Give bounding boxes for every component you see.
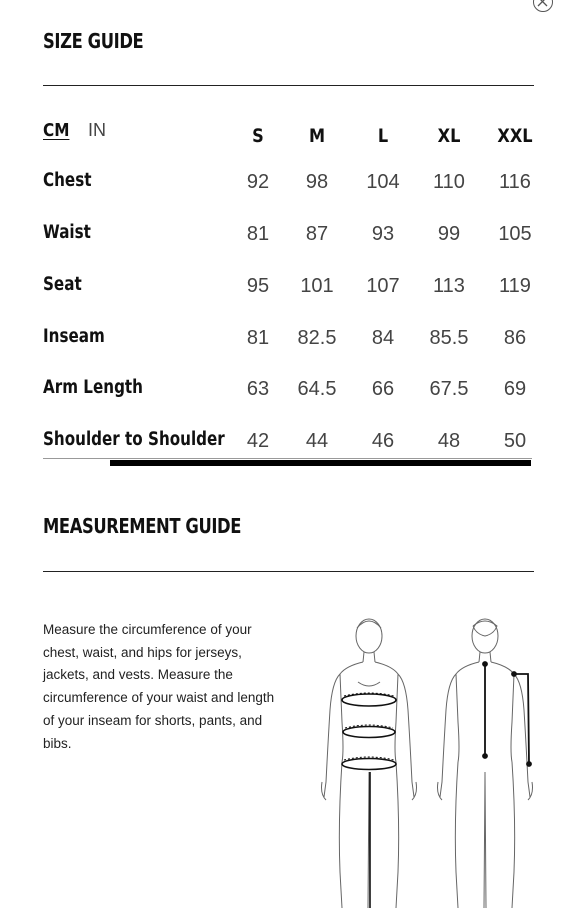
unit-in-button[interactable]: IN — [88, 120, 106, 140]
measurement-value-cell: 105 — [498, 223, 532, 245]
measurement-value-cell: 64.5 — [297, 378, 337, 400]
size-column-header: XL — [437, 125, 461, 147]
back-figure-illustration — [432, 612, 536, 912]
measurement-value-cell: 113 — [433, 275, 465, 297]
scrollbar-thumb[interactable] — [110, 460, 531, 466]
measurement-row-label: Arm Length — [43, 377, 143, 398]
measurement-value-cell: 119 — [499, 275, 531, 297]
measurement-value-cell: 84 — [371, 327, 395, 349]
measurement-value-cell: 93 — [371, 223, 395, 245]
size-column-header: XXL — [497, 125, 533, 147]
size-column-header: L — [377, 125, 389, 147]
measurement-value-cell: 42 — [246, 430, 270, 452]
measurement-guide-title: MEASUREMENT GUIDE — [43, 514, 242, 538]
measurement-value-cell: 82.5 — [297, 327, 337, 349]
measurement-value-cell: 101 — [300, 275, 334, 297]
measurement-value-cell: 92 — [246, 171, 270, 193]
measurement-row-label: Inseam — [43, 326, 105, 347]
measurement-value-cell: 116 — [499, 171, 531, 193]
size-column-header: S — [252, 125, 264, 147]
measurement-value-cell: 110 — [433, 171, 465, 193]
measurement-value-cell: 44 — [305, 430, 329, 452]
measurement-value-cell: 98 — [305, 171, 329, 193]
measurement-row-label: Shoulder to Shoulder — [43, 429, 225, 450]
divider — [43, 571, 534, 572]
measurement-value-cell: 95 — [246, 275, 270, 297]
measurement-value-cell: 66 — [371, 378, 395, 400]
measurement-row-label: Seat — [43, 274, 82, 295]
measurement-value-cell: 104 — [366, 171, 400, 193]
size-column-header: M — [308, 125, 326, 147]
measurement-description: Measure the circumference of your chest, waist, and hips for jerseys, jackets, and vests. Measure the circumference of your waist and length of your inseam for shorts, pants, and bibs. — [43, 622, 275, 751]
unit-toggle — [43, 120, 106, 141]
measurement-value-cell: 99 — [437, 223, 461, 245]
measurement-value-cell: 85.5 — [429, 327, 469, 349]
measurement-value-cell: 63 — [246, 378, 270, 400]
measurement-value-cell: 50 — [503, 430, 527, 452]
measurement-value-cell: 46 — [371, 430, 395, 452]
measurement-row-label: Chest — [43, 170, 92, 191]
measurement-value-cell: 81 — [246, 223, 270, 245]
scrollbar-track[interactable] — [43, 458, 532, 459]
close-icon[interactable] — [533, 0, 553, 12]
measurement-value-cell: 107 — [366, 275, 400, 297]
front-figure-illustration — [318, 612, 422, 912]
measurement-value-cell: 81 — [246, 327, 270, 349]
measurement-value-cell: 48 — [437, 430, 461, 452]
measurement-value-cell: 67.5 — [429, 378, 469, 400]
measurement-row-label: Waist — [43, 222, 91, 243]
size-guide-title: SIZE GUIDE — [43, 29, 144, 53]
measurement-value-cell: 86 — [503, 327, 527, 349]
measurement-value-cell: 69 — [503, 378, 527, 400]
divider — [43, 85, 534, 86]
measurement-value-cell: 87 — [305, 223, 329, 245]
unit-cm-button[interactable]: CM — [43, 120, 70, 141]
